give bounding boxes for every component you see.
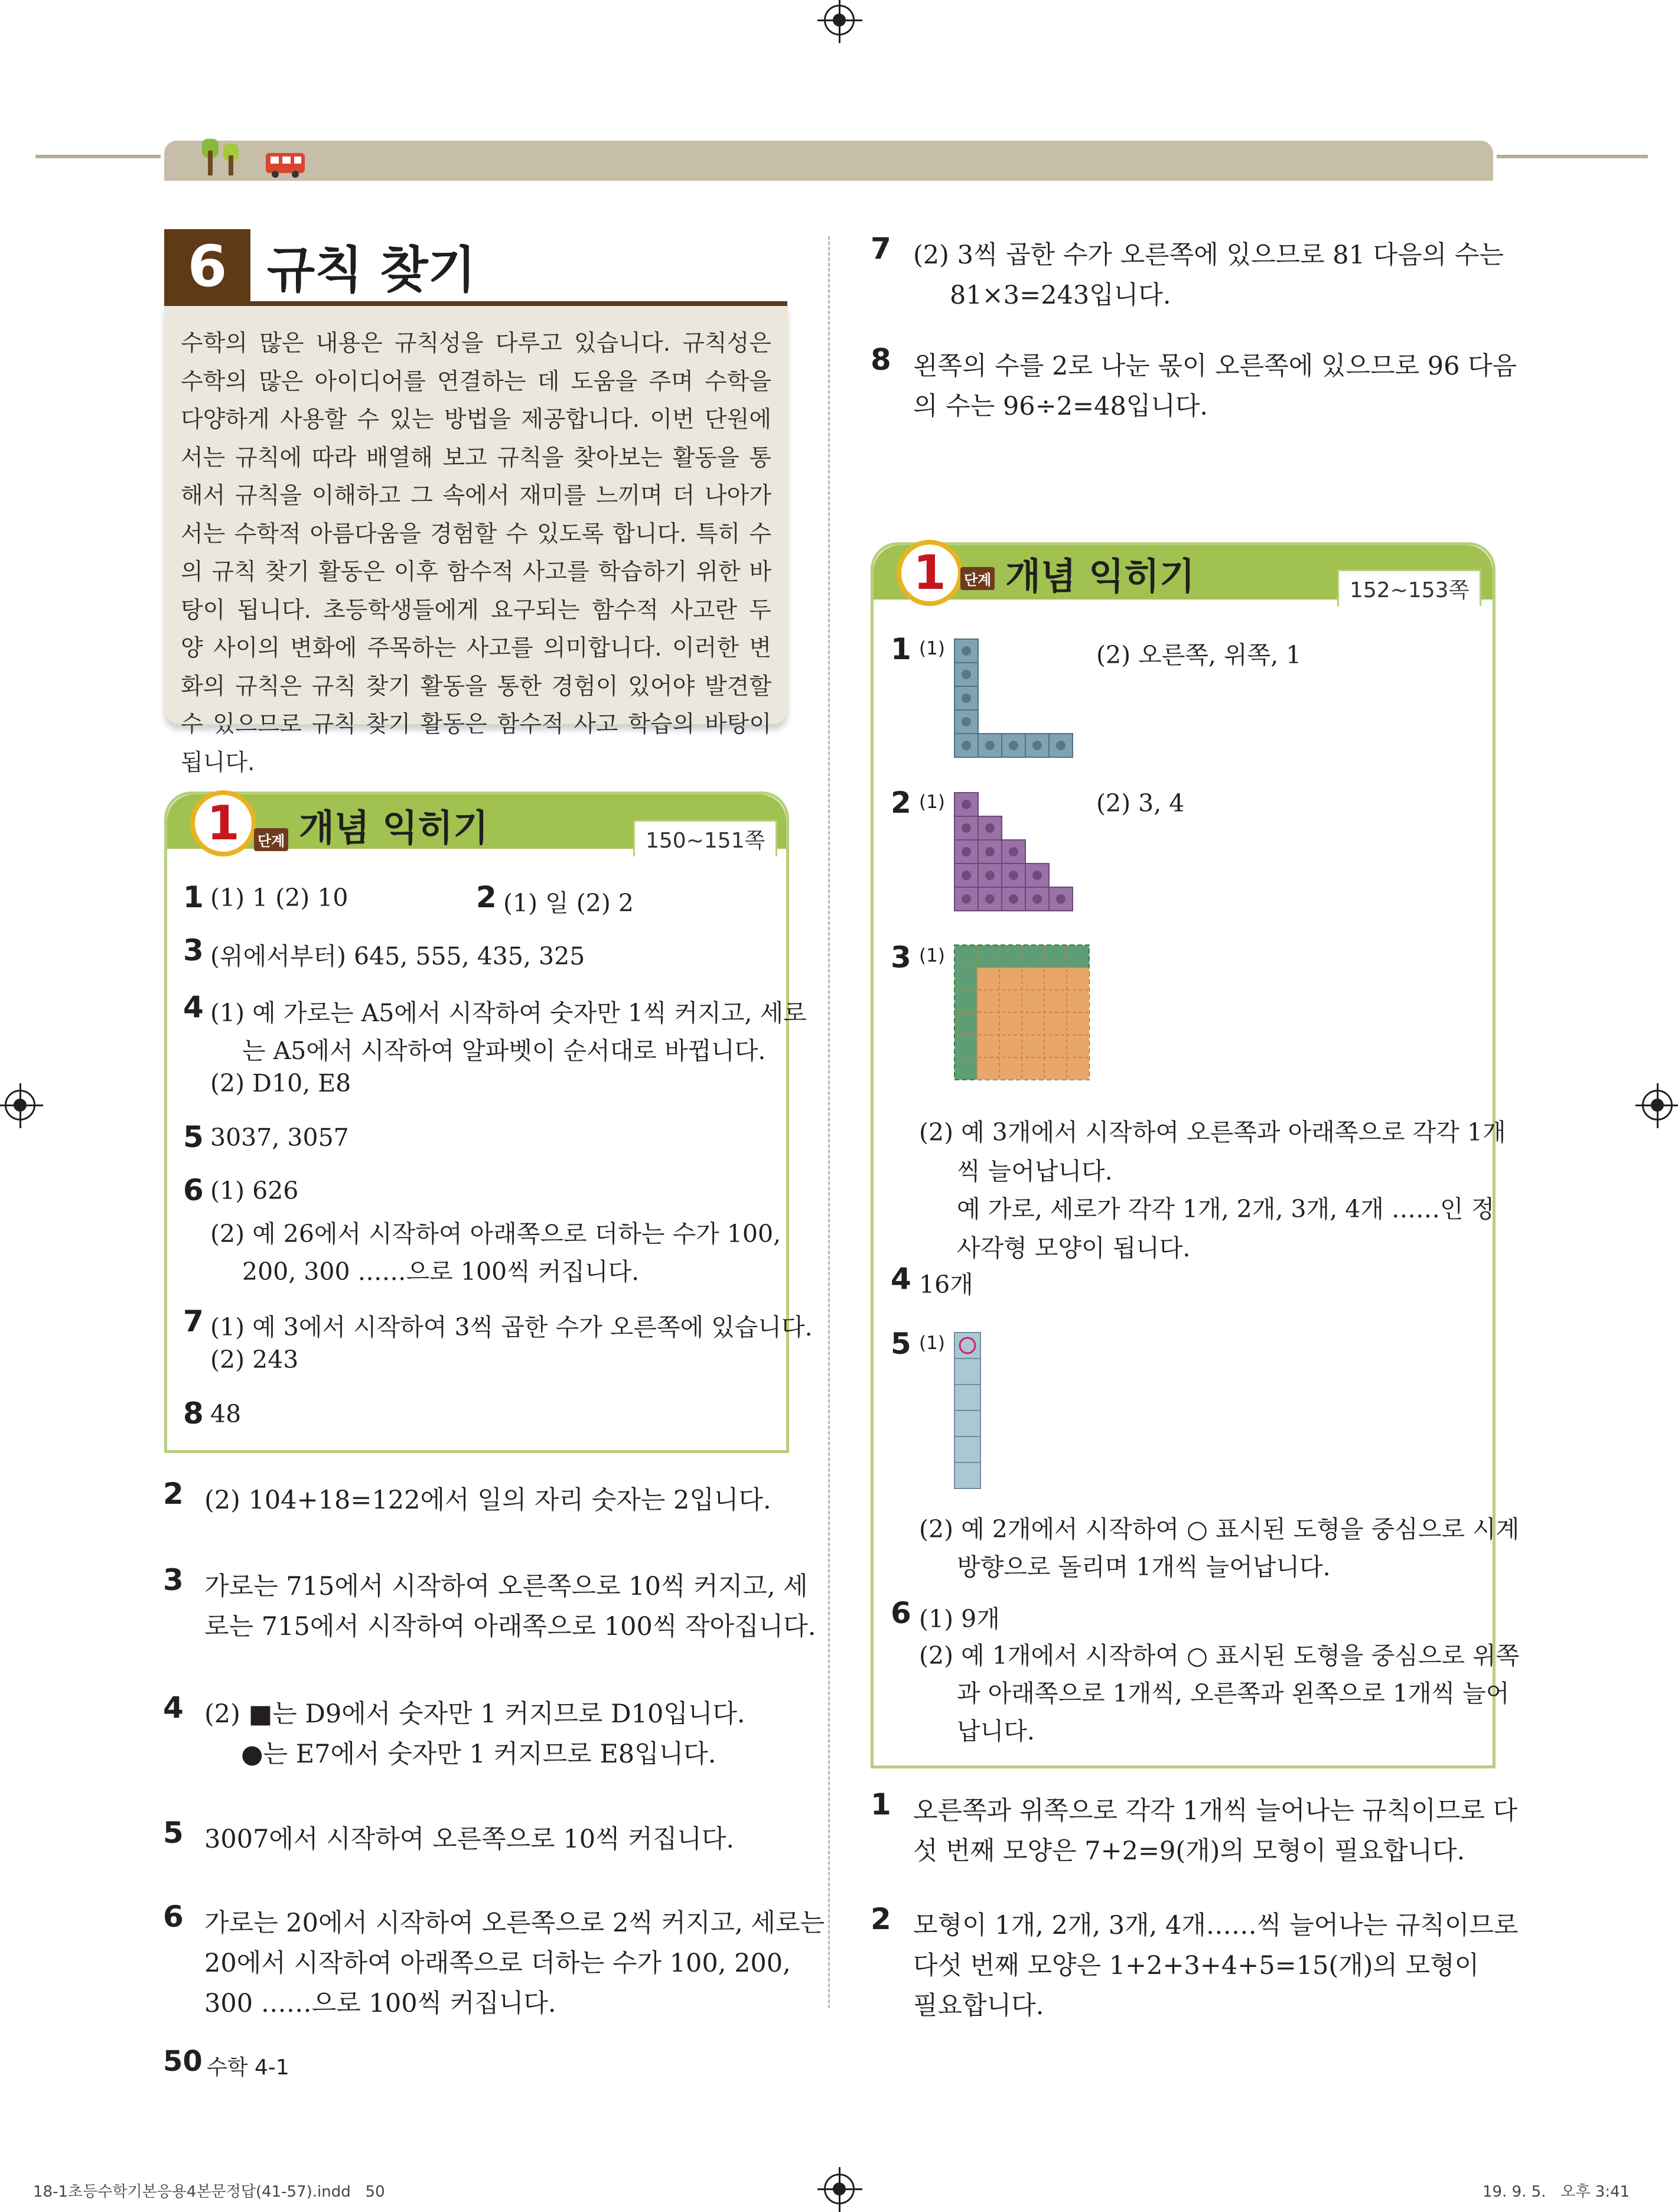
stage-tag: 단계	[254, 828, 288, 851]
answer-text: 방향으로 돌리며 1개씩 늘어납니다.	[957, 1553, 1331, 1581]
explanation-text: 로는 715에서 시작하여 아래쪽으로 100씩 작아집니다.	[204, 1612, 816, 1641]
question-number: 1	[891, 632, 911, 666]
page-number: 50	[163, 2045, 203, 2078]
question-number: 5	[183, 1120, 204, 1154]
question-number: 3	[183, 933, 204, 967]
explanation-number: 1	[871, 1787, 891, 1822]
l-shape-blocks-figure	[951, 632, 1081, 762]
stage-tag: 단계	[960, 567, 995, 590]
column-blocks-figure	[953, 1331, 983, 1491]
question-number: 1	[183, 880, 204, 914]
subpart-label: (1)	[919, 638, 945, 659]
explanation-text: 3007에서 시작하여 오른쪽으로 10씩 커집니다.	[204, 1825, 735, 1854]
answer-text: 3037, 3057	[210, 1123, 349, 1152]
explanation-number: 8	[871, 343, 891, 377]
chapter-rule	[164, 301, 787, 306]
question-number: 2	[476, 880, 497, 914]
question-number: 3	[891, 940, 911, 975]
answer-text: 과 아래쪽으로 1개씩, 오른쪽과 왼쪽으로 1개씩 늘어	[957, 1679, 1510, 1708]
explanation-number: 2	[163, 1477, 184, 1511]
page-range-tag: 152~153쪽	[1337, 569, 1481, 606]
answer-text: (2) 예 2개에서 시작하여 ○ 표시된 도형을 중심으로 시계	[919, 1515, 1520, 1543]
chapter-title: 규칙 찾기	[267, 241, 476, 299]
answer-text: 사각형 모양이 됩니다.	[957, 1234, 1191, 1262]
answer-text: (위에서부터) 645, 555, 435, 325	[210, 942, 585, 970]
concept-box-title: 개념 익히기	[1005, 555, 1195, 598]
explanation-text: (2) ■는 D9에서 숫자만 1 커지므로 D10입니다.	[204, 1699, 745, 1729]
answer-text: (2) 예 26에서 시작하여 아래쪽으로 더하는 수가 100,	[210, 1220, 781, 1248]
explanation-text: ●는 E7에서 숫자만 1 커지므로 E8입니다.	[241, 1739, 716, 1769]
question-number: 7	[183, 1304, 204, 1338]
page-range-tag: 150~151쪽	[633, 820, 777, 856]
explanation-text: (2) 3씩 곱한 수가 오른쪽에 있으므로 81 다음의 수는	[913, 240, 1504, 270]
file-info: 18-1초등수학기본응용4본문정답(41-57).indd 50	[33, 2183, 385, 2201]
explanation-number: 4	[163, 1690, 184, 1725]
explanation-text: 300 ……으로 100씩 커집니다.	[204, 1989, 556, 2018]
chapter-number: 6	[164, 229, 250, 304]
explanation-text: 필요합니다.	[913, 1991, 1044, 2021]
header-illustration	[195, 127, 313, 180]
subpart-label: (1)	[919, 1333, 945, 1354]
question-number: 6	[891, 1596, 911, 1630]
explanation-text: 가로는 20에서 시작하여 오른쪽으로 2씩 커지고, 세로는	[204, 1908, 825, 1938]
answer-text: (1) 9개	[919, 1605, 1000, 1633]
answer-text: 납니다.	[957, 1717, 1035, 1745]
header-tab	[161, 137, 1497, 181]
explanation-text: (2) 104+18=122에서 일의 자리 숫자는 2입니다.	[204, 1485, 771, 1515]
answer-text: (1) 1 (2) 10	[210, 884, 348, 912]
explanation-text: 왼쪽의 수를 2로 나눈 몫이 오른쪽에 있으므로 96 다음	[913, 351, 1517, 381]
book-title: 수학 4-1	[207, 2055, 289, 2080]
question-number: 4	[183, 990, 204, 1024]
registration-mark	[824, 5, 855, 35]
question-number: 4	[891, 1262, 911, 1296]
column-divider	[828, 236, 830, 2008]
question-number: 2	[891, 786, 911, 820]
question-number: 6	[183, 1173, 204, 1207]
explanation-number: 3	[163, 1563, 184, 1597]
explanation-text: 오른쪽과 위쪽으로 각각 1개씩 늘어나는 규칙이므로 다	[913, 1796, 1518, 1826]
answer-text: 는 A5에서 시작하여 알파벳이 순서대로 바뀝니다.	[242, 1037, 766, 1065]
answer-text: (1) 예 가로는 A5에서 시작하여 숫자만 1씩 커지고, 세로	[210, 999, 807, 1027]
stage-badge: 1	[190, 790, 256, 856]
answer-text: (2) 예 3개에서 시작하여 오른쪽과 아래쪽으로 각각 1개	[919, 1118, 1506, 1146]
explanation-text: 다섯 번째 모양은 1+2+3+4+5=15(개)의 모형이	[913, 1951, 1480, 1980]
explanation-text: 가로는 715에서 시작하여 오른쪽으로 10씩 커지고, 세	[204, 1572, 808, 1601]
explanation-text: 의 수는 96÷2=48입니다.	[913, 392, 1208, 421]
answer-text: 예 가로, 세로가 각각 1개, 2개, 3개, 4개 ……인 정	[957, 1195, 1495, 1223]
registration-mark	[1642, 1090, 1673, 1120]
answer-text: (2) 3, 4	[1096, 789, 1185, 817]
registration-mark	[5, 1090, 35, 1120]
subpart-label: (1)	[919, 945, 945, 966]
answer-text: (2) 예 1개에서 시작하여 ○ 표시된 도형을 중심으로 위쪽	[919, 1641, 1520, 1670]
answer-text: (1) 626	[210, 1177, 299, 1205]
explanation-number: 7	[871, 232, 891, 266]
answer-text: (1) 예 3에서 시작하여 3씩 곱한 수가 오른쪽에 있습니다.	[210, 1313, 813, 1341]
print-date: 19. 9. 5. 오후 3:41	[1482, 2183, 1630, 2201]
stage-badge: 1	[897, 540, 963, 606]
answer-text: (1) 일 (2) 2	[503, 889, 634, 917]
explanation-text: 모형이 1개, 2개, 3개, 4개……씩 늘어나는 규칙이므로	[913, 1911, 1519, 1940]
question-number: 5	[891, 1327, 911, 1361]
explanation-text: 섯 번째 모양은 7+2=9(개)의 모형이 필요합니다.	[913, 1836, 1465, 1866]
explanation-number: 5	[163, 1816, 184, 1850]
answer-text: 48	[210, 1400, 242, 1428]
answer-text: 16개	[919, 1270, 973, 1299]
staircase-blocks-figure	[951, 786, 1087, 916]
registration-mark	[824, 2174, 855, 2204]
explanation-number: 2	[871, 1902, 891, 1936]
explanation-number: 6	[163, 1900, 184, 1934]
question-number: 8	[183, 1396, 204, 1431]
concept-box-title: 개념 익히기	[299, 806, 489, 849]
answer-text: (2) 243	[210, 1346, 299, 1374]
explanation-text: 81×3=243입니다.	[950, 281, 1171, 310]
answer-text: (2) 오른쪽, 위쪽, 1	[1096, 641, 1302, 669]
answer-text: (2) D10, E8	[210, 1069, 351, 1097]
subpart-label: (1)	[919, 791, 945, 813]
chapter-intro: 수학의 많은 내용은 규칙성을 다루고 있습니다. 규칙성은 수학의 많은 아이디어를 연결하는 데 도움을 주며 수학을 다양하게 사용할 수 있는 방법을 제공합니다. 이번 단원에서는 규칙에 따라 배열해 보고 규칙을 찾아보는 활동을 통해서 규칙을 이해하고 그 속에서 재미를 느끼며 더 나아가서는 수학적 아름다움을 경험할 수 있도록 합니다. 특히 수의 규칙 찾기 활동은 이후 함수적 사고를 학습하기 위한 바탕이 됩니다. 초등학생들에게 요구되는 함수적 사고란 두 양 사이의 변화에 주목하는 사고를 의미합니다. 이러한 변화의 규칙은 규칙 찾기 활동을 통한 경험이 있어야 발견할 수 있으므로 규칙 찾기 활동은 함수적 사고 학습의 바탕이 됩니다.	[164, 306, 788, 724]
explanation-text: 20에서 시작하여 아래쪽으로 더하는 수가 100, 200,	[204, 1949, 791, 1978]
square-grid-figure	[953, 944, 1090, 1081]
answer-text: 씩 늘어납니다.	[957, 1157, 1113, 1185]
answer-text: 200, 300 ……으로 100씩 커집니다.	[242, 1258, 640, 1286]
